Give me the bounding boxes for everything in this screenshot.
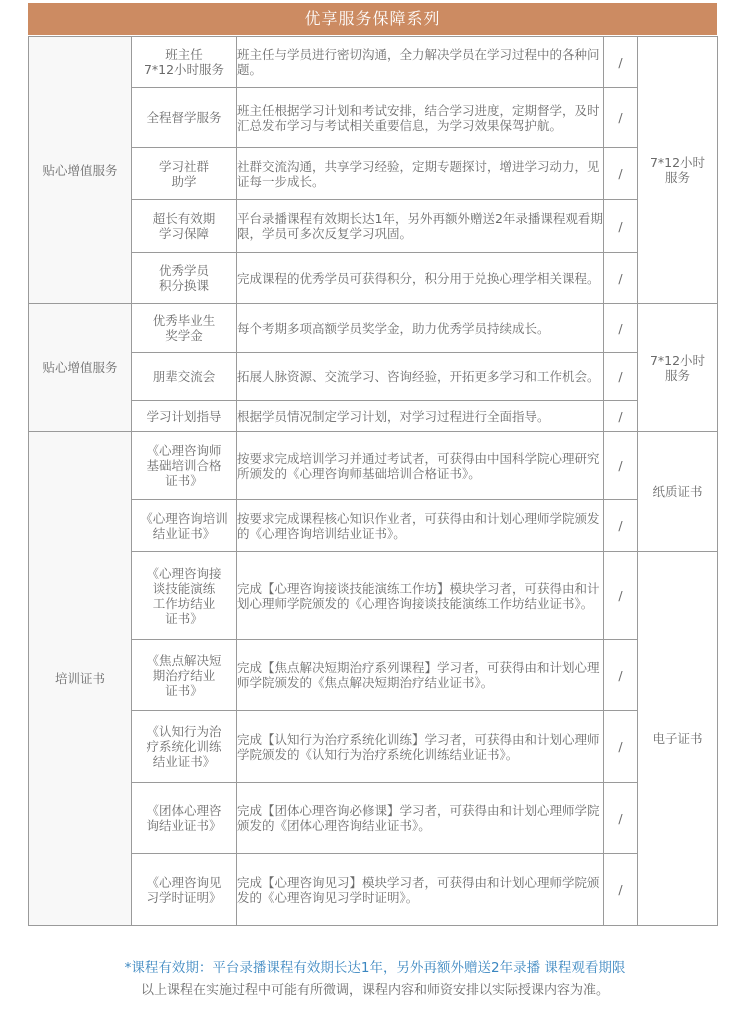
- service-description-cell: 每个考期多项高额学员奖学金，助力优秀学员持续成长。: [237, 304, 604, 353]
- service-name-cell: 《团体心理咨 询结业证书》: [132, 783, 237, 854]
- placeholder-mark-cell: /: [604, 640, 638, 711]
- service-type-cell: 7*12小时 服务: [638, 304, 718, 432]
- table-row: [29, 88, 718, 148]
- service-description-cell: 根据学员情况制定学习计划，对学习过程进行全面指导。: [237, 401, 604, 432]
- placeholder-mark-cell: /: [604, 37, 638, 88]
- service-description-cell: 拓展人脉资源、交流学习、咨询经验，开拓更多学习和工作机会。: [237, 353, 604, 401]
- service-name-cell: 朋辈交流会: [132, 353, 237, 401]
- service-description-cell: 完成课程的优秀学员可获得积分，积分用于兑换心理学相关课程。: [237, 253, 604, 304]
- table-row: [29, 37, 718, 88]
- table-row: [29, 640, 718, 711]
- service-name-cell: 全程督学服务: [132, 88, 237, 148]
- service-type-cell: 7*12小时 服务: [638, 37, 718, 304]
- service-description-cell: 按要求完成培训学习并通过考试者，可获得由中国科学院心理研究所颁发的《心理咨询师基础培训合格证书》。: [237, 432, 604, 500]
- service-description-cell: 完成【心理咨询见习】模块学习者，可获得由和计划心理师学院颁发的《心理咨询见习学时证明》。: [237, 854, 604, 926]
- placeholder-mark-cell: /: [604, 304, 638, 353]
- placeholder-mark-cell: /: [604, 200, 638, 253]
- certificate-type-cell: 纸质证书: [638, 432, 718, 552]
- service-name-cell: 优秀学员 积分换课: [132, 253, 237, 304]
- table-row: [29, 304, 718, 353]
- service-name-cell: 《心理咨询培训 结业证书》: [132, 500, 237, 552]
- placeholder-mark-cell: /: [604, 253, 638, 304]
- service-name-cell: 《心理咨询接 谈技能演练 工作坊结业 证书》: [132, 552, 237, 640]
- table-row: [29, 401, 718, 432]
- service-name-cell: 学习计划指导: [132, 401, 237, 432]
- table-row: [29, 253, 718, 304]
- service-name-cell: 《认知行为治 疗系统化训练 结业证书》: [132, 711, 237, 783]
- table-row: [29, 432, 718, 500]
- table-row: [29, 500, 718, 552]
- service-name-cell: 优秀毕业生 奖学金: [132, 304, 237, 353]
- placeholder-mark-cell: /: [604, 401, 638, 432]
- placeholder-mark-cell: /: [604, 353, 638, 401]
- disclaimer-note: 以上课程在实施过程中可能有所微调，课程内容和师资安排以实际授课内容为准。: [140, 983, 609, 998]
- table-row: [29, 353, 718, 401]
- table-row: [29, 552, 718, 640]
- service-name-cell: 班主任 7*12小时服务: [132, 37, 237, 88]
- category-cell: 培训证书: [29, 432, 132, 926]
- placeholder-mark-cell: /: [604, 148, 638, 200]
- placeholder-mark-cell: /: [604, 88, 638, 148]
- certificate-type-cell: 电子证书: [638, 552, 718, 926]
- service-name-cell: 《心理咨询见 习学时证明》: [132, 854, 237, 926]
- service-table: [28, 36, 718, 926]
- table-row: [29, 148, 718, 200]
- service-name-cell: 超长有效期 学习保障: [132, 200, 237, 253]
- service-name-cell: 学习社群 助学: [132, 148, 237, 200]
- validity-note: *课程有效期：平台录播课程有效期长达1年，另外再额外赠送2年录播 课程观看期限: [124, 960, 626, 976]
- category-cell: 贴心增值服务: [29, 37, 132, 304]
- service-description-cell: 班主任与学员进行密切沟通，全力解决学员在学习过程中的各种问题。: [237, 37, 604, 88]
- service-description-cell: 完成【心理咨询接谈技能演练工作坊】模块学习者，可获得由和计划心理师学院颁发的《心理咨询接谈技能演练工作坊结业证书》。: [237, 552, 604, 640]
- placeholder-mark-cell: /: [604, 552, 638, 640]
- category-cell: 贴心增值服务: [29, 304, 132, 432]
- table-row: [29, 200, 718, 253]
- service-description-cell: 完成【团体心理咨询必修课】学习者，可获得由和计划心理师学院颁发的《团体心理咨询结业证书》。: [237, 783, 604, 854]
- service-name-cell: 《心理咨询师 基础培训合格 证书》: [132, 432, 237, 500]
- service-name-cell: 《焦点解决短 期治疗结业 证书》: [132, 640, 237, 711]
- table-row: [29, 854, 718, 926]
- service-description-cell: 社群交流沟通，共享学习经验，定期专题探讨，增进学习动力，见证每一步成长。: [237, 148, 604, 200]
- table-row: [29, 711, 718, 783]
- placeholder-mark-cell: /: [604, 783, 638, 854]
- service-description-cell: 完成【焦点解决短期治疗系列课程】学习者，可获得由和计划心理师学院颁发的《焦点解决短期治疗结业证书》。: [237, 640, 604, 711]
- service-description-cell: 班主任根据学习计划和考试安排，结合学习进度，定期督学，及时汇总发布学习与考试相关重要信息，为学习效果保驾护航。: [237, 88, 604, 148]
- placeholder-mark-cell: /: [604, 500, 638, 552]
- placeholder-mark-cell: /: [604, 432, 638, 500]
- service-description-cell: 按要求完成课程核心知识作业者，可获得由和计划心理师学院颁发的《心理咨询培训结业证书》。: [237, 500, 604, 552]
- table-row: [29, 783, 718, 854]
- service-description-cell: 完成【认知行为治疗系统化训练】学习者，可获得由和计划心理师学院颁发的《认知行为治疗系统化训练结业证书》。: [237, 711, 604, 783]
- table-title-bar: 优享服务保障系列: [28, 3, 717, 35]
- service-description-cell: 平台录播课程有效期长达1年，另外再额外赠送2年录播课程观看期限，学员可多次反复学习巩固。: [237, 200, 604, 253]
- placeholder-mark-cell: /: [604, 854, 638, 926]
- placeholder-mark-cell: /: [604, 711, 638, 783]
